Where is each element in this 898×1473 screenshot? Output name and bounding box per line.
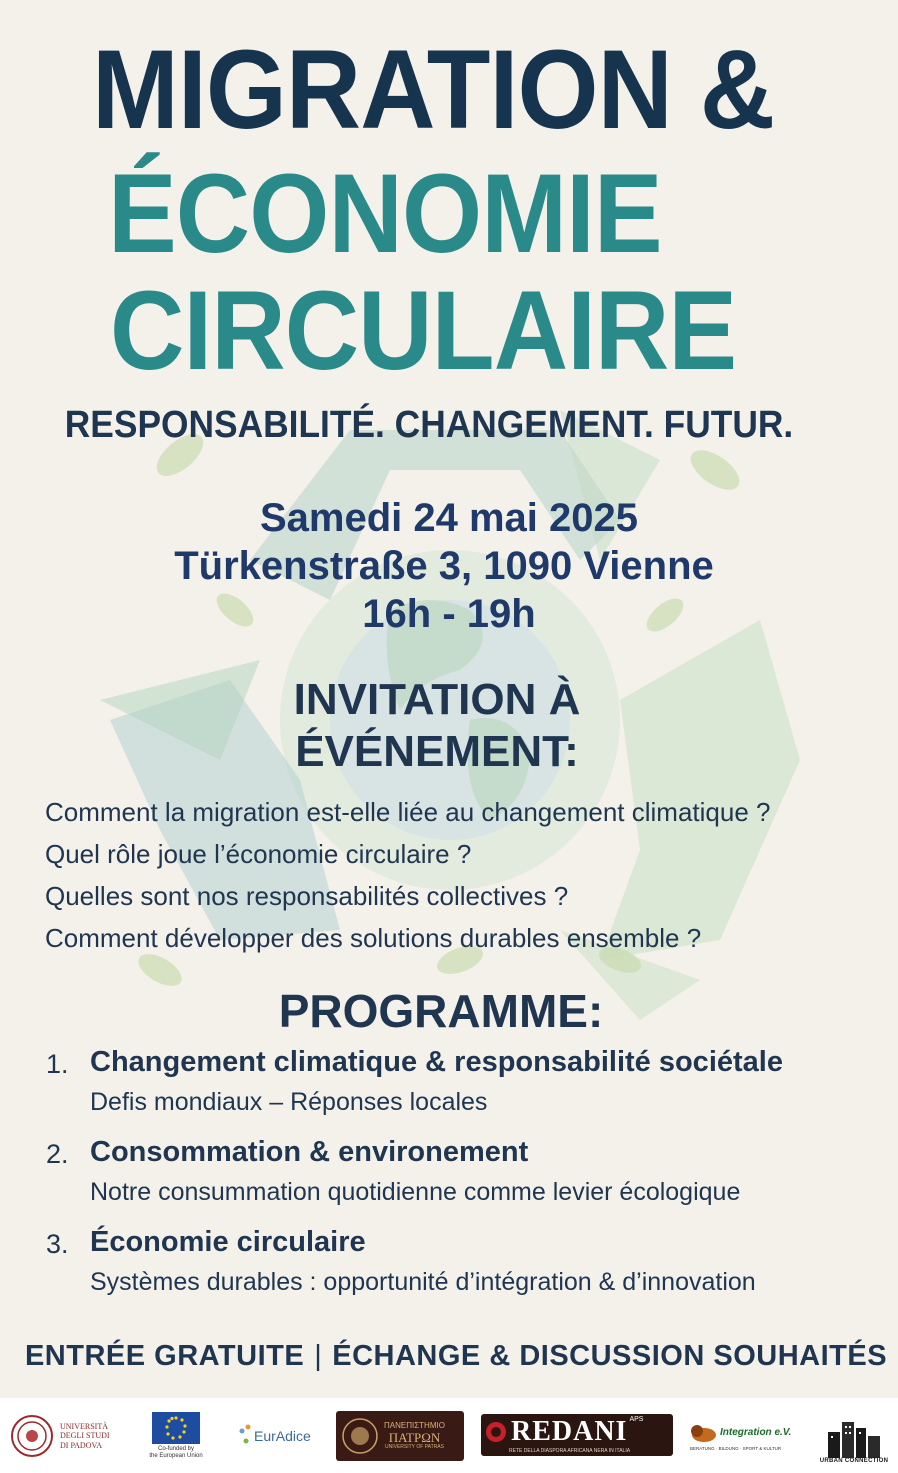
programme-item-subtitle: Defis mondiaux – Réponses locales <box>90 1088 488 1116</box>
programme-heading: PROGRAMME: <box>278 985 604 1037</box>
padova-name-line: UNIVERSITÀ <box>60 1422 108 1432</box>
university-padova-logo <box>10 1408 125 1464</box>
padova-name-line: DEGLI STUDI <box>60 1431 110 1441</box>
euradice-logo <box>238 1408 313 1464</box>
integration-subtitle: BERATUNG · BILDUNG · SPORT & KULTUR <box>690 1445 782 1451</box>
programme-item-number: 3. <box>46 1229 69 1259</box>
free-entry-label: ENTRÉE GRATUITE <box>24 1340 305 1372</box>
patras-name-line: ΠΑΤΡΩΝ <box>388 1429 441 1445</box>
redani-logo <box>481 1414 673 1456</box>
euradice-name: EurAdice <box>254 1428 311 1444</box>
university-patras-logo <box>336 1411 464 1461</box>
invitation-heading-line-2: ÉVÉNEMENT: <box>295 727 579 776</box>
programme-item-subtitle: Notre consummation quotidienne comme levier écologique <box>90 1178 741 1206</box>
programme-item-title: Changement climatique & responsabilité sociétale <box>90 1046 783 1078</box>
event-date: Samedi 24 mai 2025 <box>259 496 639 540</box>
patras-name-line: ΠΑΝΕΠΙΣΤΗΜΙΟ <box>384 1420 445 1430</box>
title-line-2: ÉCONOMIE <box>108 151 662 276</box>
eu-caption-line: the European Union <box>149 1453 203 1459</box>
integration-ev-logo <box>690 1408 802 1464</box>
padova-seal-icon <box>10 1414 54 1458</box>
lion-icon <box>690 1422 718 1444</box>
question-2: Quel rôle joue l’économie circulaire ? <box>45 839 472 869</box>
city-skyline-icon <box>824 1418 884 1458</box>
question-4: Comment développer des solutions durables ensemble ? <box>45 923 702 953</box>
programme-item-number: 1. <box>46 1049 69 1079</box>
eu-flag-icon <box>152 1412 200 1444</box>
programme-item-subtitle: Systèmes durables : opportunité d’intégration & d’innovation <box>90 1268 756 1296</box>
event-time: 16h - 19h <box>362 592 536 636</box>
redani-emblem-icon <box>485 1421 507 1443</box>
eu-cofunded-logo <box>146 1408 206 1464</box>
invitation-heading-line-1: INVITATION À <box>293 675 581 724</box>
programme-item-number: 2. <box>46 1139 69 1169</box>
question-3: Quelles sont nos responsabilités collectives ? <box>45 881 569 911</box>
tagline: RESPONSABILITÉ. CHANGEMENT. FUTUR. <box>64 404 794 446</box>
redani-name: REDANI <box>511 1416 628 1447</box>
urban-connection-name: URBAN CONNECTION <box>819 1458 889 1464</box>
exchange-discussion-label: ÉCHANGE & DISCUSSION SOUHAITÉS <box>332 1340 888 1372</box>
integration-name: Integration e.V. <box>720 1427 792 1438</box>
urban-connection-logo <box>816 1408 892 1464</box>
programme-item-title: Consommation & environement <box>90 1136 529 1168</box>
patras-name-line: UNIVERSITY OF PATRAS <box>385 1443 444 1450</box>
title-line-3: CIRCULAIRE <box>110 268 737 393</box>
question-1: Comment la migration est-elle liée au changement climatique ? <box>45 797 771 827</box>
programme-item-title: Économie circulaire <box>90 1226 366 1258</box>
redani-aps: APS <box>629 1416 644 1423</box>
padova-name-line: DI PADOVA <box>60 1440 103 1450</box>
patras-emblem-icon <box>340 1416 380 1456</box>
footer-banner <box>0 1340 898 1373</box>
redani-subtitle: RETE DELLA DIASPORA AFRICANA NERA IN ITALIA <box>509 1448 631 1454</box>
euradice-figures-icon <box>238 1421 252 1451</box>
event-address: Türkenstraße 3, 1090 Vienne <box>174 544 714 588</box>
footer-separator: | <box>314 1340 323 1372</box>
partner-logos-bar <box>0 1398 898 1473</box>
title-line-1: MIGRATION & <box>92 27 775 152</box>
eu-caption-line: Co-funded by <box>157 1446 195 1453</box>
